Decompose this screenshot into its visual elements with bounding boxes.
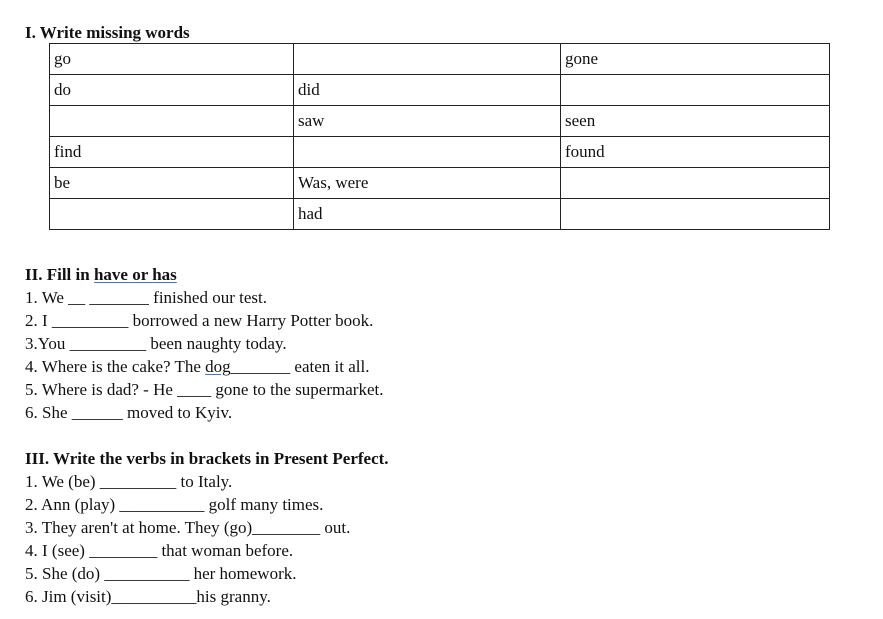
missing-words-table [49,43,830,230]
list-item: 2. Ann (play) __________ golf many times. [25,495,324,514]
table-cell [294,44,561,75]
table-cell [50,106,294,137]
heading-word-has: has [152,265,177,284]
table-row [50,199,830,230]
list-item [25,355,383,378]
list-item: 6. She ______ moved to Kyiv. [25,403,233,422]
list-item: 3. They aren't at home. They (go)________ out. [25,518,351,537]
table-cell [294,137,561,168]
table-cell: saw [294,106,561,137]
table-cell: find [50,137,294,168]
table-cell [561,199,830,230]
table-cell: Was, were [294,168,561,199]
table-row [50,75,830,106]
table-cell: be [50,168,294,199]
list-item: 1. We __ _______ finished our test. [25,288,267,307]
section2-heading-prefix: II. Fill in [25,265,94,284]
table-cell [50,199,294,230]
table-cell: gone [561,44,830,75]
table-row [50,137,830,168]
list-item: 5. She (do) __________ her homework. [25,564,297,583]
list-item: 6. Jim (visit)__________his granny. [25,587,271,606]
table-row [50,106,830,137]
table-cell: had [294,199,561,230]
list-item: 4. I (see) ________ that woman before. [25,541,294,560]
heading-word-or: or [132,265,153,284]
table-cell: go [50,44,294,75]
item4-dog-word: dog [205,357,231,376]
section3-heading: III. Write the verbs in brackets in Present Perfect. [25,449,389,468]
list-item: 2. I _________ borrowed a new Harry Potter book. [25,311,374,330]
heading-word-have: have [93,265,133,284]
table-cell: seen [561,106,830,137]
section2-heading [25,265,177,285]
table-row [50,168,830,199]
fill-in-list [25,286,383,424]
list-item: 3.You _________ been naughty today. [25,334,287,353]
table-cell [561,75,830,106]
table-cell: did [294,75,561,106]
present-perfect-list [25,470,350,608]
list-item: 5. Where is dad? - He ____ gone to the supermarket. [25,380,384,399]
section1-heading: I. Write missing words [25,23,190,42]
table-cell: do [50,75,294,106]
item4-rest: _______ eaten it all. [230,357,370,376]
table-cell: found [561,137,830,168]
list-item: 1. We (be) _________ to Italy. [25,472,233,491]
table-cell [561,168,830,199]
item4-start: 4. Where is the cake? The [25,357,206,376]
table-row [50,44,830,75]
